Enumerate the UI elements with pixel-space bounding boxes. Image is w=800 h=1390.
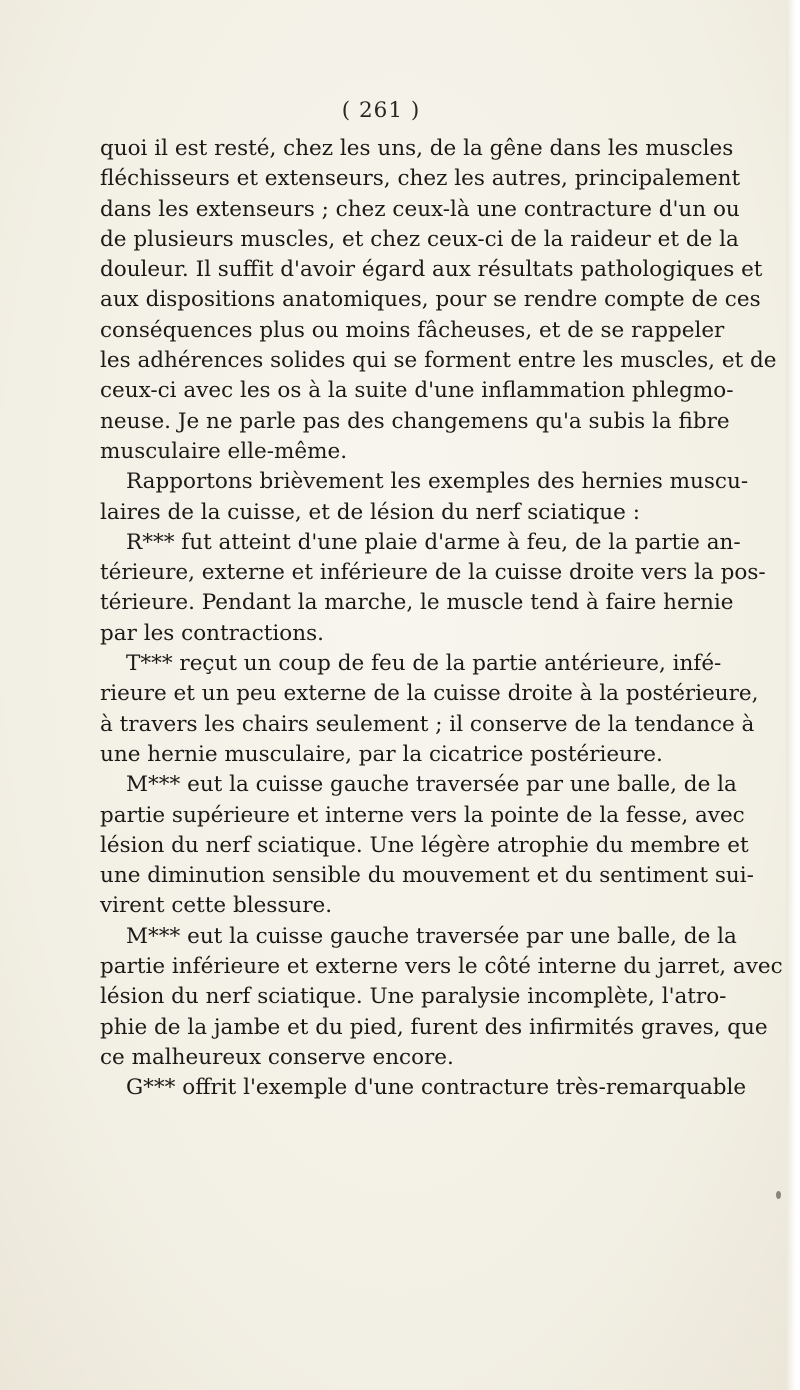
text-block (100, 96, 783, 1104)
text-line: G*** offrit l'exemple d'une contracture très-remarquable (126, 1075, 747, 1101)
text-line: musculaire elle-même. (100, 438, 348, 464)
text-line: ce malheureux conserve encore. (100, 1044, 454, 1070)
text-line: une diminution sensible du mouvement et du sentiment sui- (100, 863, 754, 889)
text-line: les adhérences solides qui se forment entre les muscles, et de (100, 348, 777, 374)
text-line: T*** reçut un coup de feu de la partie antérieure, infé- (126, 651, 722, 677)
text-line: neuse. Je ne parle pas des changemens qu'a subis la fibre (100, 408, 730, 434)
text-line: térieure, externe et inférieure de la cuisse droite vers la pos- (100, 560, 766, 586)
text-line: douleur. Il suffit d'avoir égard aux résultats pathologiques et (100, 257, 763, 283)
page-number: ( 261 ) (341, 98, 421, 123)
text-line: une hernie musculaire, par la cicatrice postérieure. (100, 741, 663, 767)
text-line: partie supérieure et interne vers la pointe de la fesse, avec (100, 802, 745, 828)
text-line: R*** fut atteint d'une plaie d'arme à feu, de la partie an- (126, 529, 741, 555)
text-line: M*** eut la cuisse gauche traversée par une balle, de la (126, 772, 737, 798)
text-line: à travers les chairs seulement ; il conserve de la tendance à (100, 711, 755, 737)
text-line: lésion du nerf sciatique. Une légère atrophie du membre et (100, 832, 749, 858)
text-line: phie de la jambe et du pied, furent des infirmités graves, que (100, 1014, 768, 1040)
text-line: dans les extenseurs ; chez ceux-là une contracture d'un ou (100, 196, 740, 222)
text-line: partie inférieure et externe vers le côté interne du jarret, avec (100, 954, 783, 980)
text-line: lésion du nerf sciatique. Une paralysie incomplète, l'atro- (100, 984, 727, 1010)
paragraph-lines (100, 134, 783, 1104)
text-line: aux dispositions anatomiques, pour se rendre compte de ces (100, 287, 761, 313)
text-line: virent cette blessure. (100, 893, 333, 919)
page-edge (786, 0, 800, 1390)
text-line: fléchisseurs et extenseurs, chez les autres, principalement (100, 166, 741, 192)
paper-speck (776, 1191, 781, 1199)
text-line: quoi il est resté, chez les uns, de la gêne dans les muscles (100, 136, 734, 161)
text-line: conséquences plus ou moins fâcheuses, et de se rappeler (100, 317, 725, 343)
text-line: térieure. Pendant la marche, le muscle tend à faire hernie (100, 590, 734, 616)
text-line: Rapportons brièvement les exemples des hernies muscu- (126, 469, 749, 495)
text-line: M*** eut la cuisse gauche traversée par une balle, de la (126, 923, 737, 949)
text-line: rieure et un peu externe de la cuisse droite à la postérieure, (100, 681, 759, 707)
text-line: par les contractions. (100, 620, 324, 646)
text-line: laires de la cuisse, et de lésion du nerf sciatique : (100, 499, 640, 525)
text-line: ceux-ci avec les os à la suite d'une inflammation phlegmo- (100, 378, 734, 404)
text-line: de plusieurs muscles, et chez ceux-ci de la raideur et de la (100, 226, 739, 252)
